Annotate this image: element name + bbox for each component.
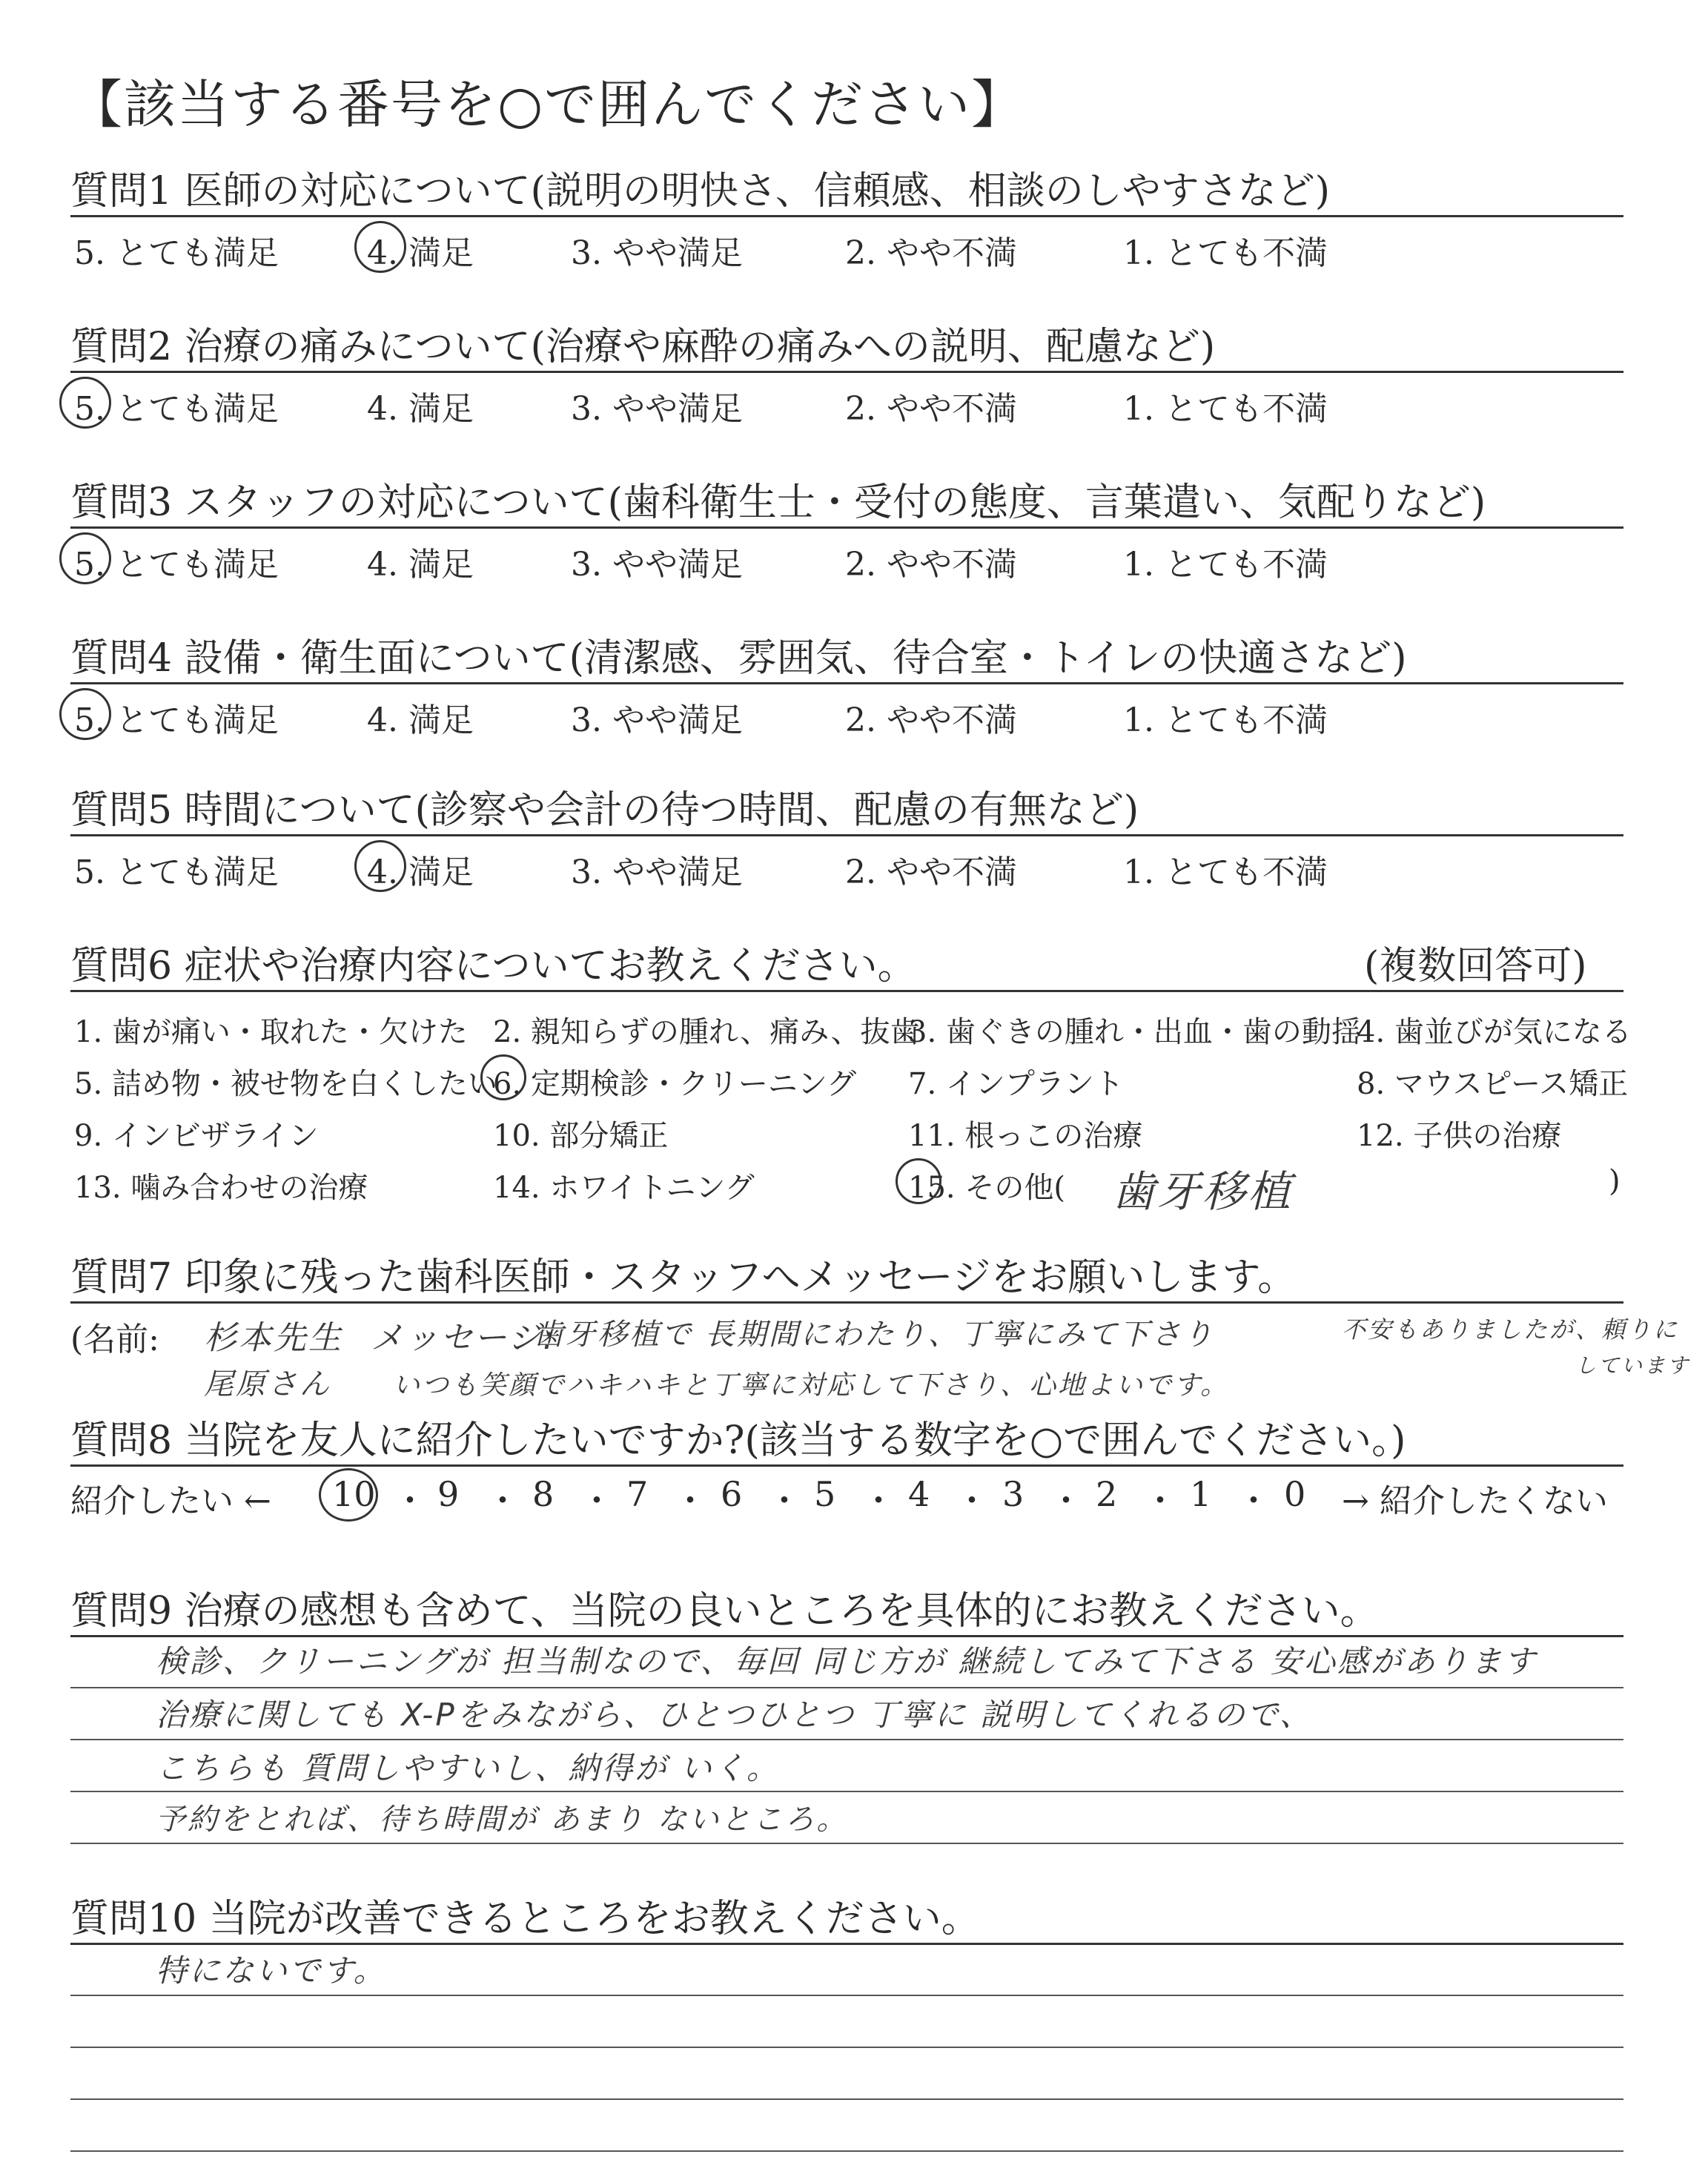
q5-option-4[interactable]: 4. 満足 [367, 853, 474, 891]
q2-option-2[interactable]: 2. やや不満 [845, 390, 1017, 428]
q1-title: 質問1 医師の対応について(説明の明快さ、信頼感、相談のしやすさなど) [70, 169, 1331, 214]
q9-title: 質問9 治療の感想も含めて、当院の良いところを具体的にお教えください。 [70, 1589, 1379, 1634]
q8-separator-dot: ・ [767, 1481, 801, 1521]
q8-separator-dot: ・ [861, 1481, 896, 1521]
q8-selection-circle [319, 1468, 378, 1522]
q1-option-1[interactable]: 1. とても不満 [1123, 234, 1328, 272]
q8-separator-dot: ・ [1237, 1481, 1271, 1521]
q6-option-3[interactable]: 3. 歯ぐきの腫れ・出血・歯の動揺 [908, 1015, 1361, 1049]
q6-option-12[interactable]: 12. 子供の治療 [1357, 1119, 1562, 1153]
q6-other-text: 歯牙移植 [1112, 1166, 1294, 1217]
q3-rule [70, 526, 1623, 529]
q4-option-3[interactable]: 3. やや満足 [571, 701, 743, 739]
q3-option-1[interactable]: 1. とても不満 [1123, 546, 1328, 584]
q8-scale-4[interactable]: 4 [908, 1474, 930, 1514]
q8-scale-6[interactable]: 6 [721, 1474, 743, 1514]
q7-rule [70, 1301, 1623, 1304]
q6-option-10[interactable]: 10. 部分矯正 [493, 1119, 669, 1153]
q8-scale-9[interactable]: 9 [437, 1474, 460, 1514]
q2-option-4[interactable]: 4. 満足 [367, 390, 474, 428]
q10-rule [70, 1943, 1623, 1945]
q9-answer-line-4: 予約をとれば、待ち時間が あまり ないところ。 [156, 1803, 849, 1837]
q10-answer-line-1: 特にないです。 [156, 1952, 387, 1989]
q8-scale-3[interactable]: 3 [1002, 1474, 1025, 1514]
q6-option-6[interactable]: 6. 定期検診・クリーニング [493, 1067, 857, 1101]
q1-rule [70, 215, 1623, 217]
q4-option-4[interactable]: 4. 満足 [367, 701, 474, 739]
q6-option-1[interactable]: 1. 歯が痛い・取れた・欠けた [74, 1015, 468, 1049]
q6-option-15[interactable]: 15. その他( [908, 1171, 1065, 1205]
q5-title: 質問5 時間について(診察や会計の待つ時間、配慮の有無など) [70, 788, 1139, 833]
q10-title: 質問10 当院が改善できるところをお教えください。 [70, 1897, 980, 1941]
q8-rule [70, 1464, 1623, 1467]
q7-message-1-extra: 不安もありましたが、頼りに [1342, 1315, 1680, 1344]
q7-message-label: メッセージ: [371, 1319, 557, 1357]
q7-message-1-extra2: しています [1575, 1353, 1691, 1378]
q1-option-5[interactable]: 5. とても満足 [74, 234, 279, 272]
q6-option-7[interactable]: 7. インプラント [908, 1067, 1124, 1101]
q4-option-2[interactable]: 2. やや不満 [845, 701, 1017, 739]
q5-option-2[interactable]: 2. やや不満 [845, 853, 1017, 891]
q8-separator-dot: ・ [1143, 1481, 1177, 1521]
q7-name-2: 尾原さん [204, 1367, 331, 1401]
q6-title: 質問6 症状や治療内容についてお教えください。 [70, 944, 916, 988]
q8-scale-5[interactable]: 5 [814, 1474, 836, 1514]
q9-answer-line-1: 検診、クリーニングが 担当制なので、毎回 同じ方が 継続してみて下さる 安心感があります [156, 1643, 1537, 1680]
q10-answer-rule [70, 2150, 1623, 2152]
q8-separator-dot: ・ [955, 1481, 989, 1521]
q8-separator-dot: ・ [393, 1481, 427, 1521]
q6-option-2[interactable]: 2. 親知らずの腫れ、痛み、抜歯 [493, 1015, 920, 1049]
q5-option-5[interactable]: 5. とても満足 [74, 853, 279, 891]
q6-option-5[interactable]: 5. 詰め物・被せ物を白くしたい [74, 1067, 497, 1101]
q8-scale-2[interactable]: 2 [1096, 1474, 1118, 1514]
q4-selection-circle [59, 688, 111, 740]
q10-answer-rule [70, 2098, 1623, 2100]
q3-option-4[interactable]: 4. 満足 [367, 546, 474, 584]
q6-other-close-paren: ) [1609, 1164, 1621, 1198]
q1-option-2[interactable]: 2. やや不満 [845, 234, 1017, 272]
q9-answer-rule [70, 1791, 1623, 1792]
q3-option-5[interactable]: 5. とても満足 [74, 546, 279, 584]
q9-answer-line-2: 治療に関しても X-Pをみながら、ひとつひとつ 丁寧に 説明してくれるので、 [156, 1697, 1313, 1733]
q4-option-1[interactable]: 1. とても不満 [1123, 701, 1328, 739]
q9-answer-rule [70, 1739, 1623, 1740]
q6-option-11[interactable]: 11. 根っこの治療 [908, 1119, 1143, 1153]
q5-rule [70, 834, 1623, 836]
q4-option-5[interactable]: 5. とても満足 [74, 701, 279, 739]
q6-option-8[interactable]: 8. マウスピース矯正 [1357, 1067, 1629, 1101]
page-heading: 【該当する番号を○で囲んでください】 [70, 74, 1025, 135]
q8-title: 質問8 当院を友人に紹介したいですか?(該当する数字を○で囲んでください。) [70, 1418, 1406, 1463]
q8-scale-1[interactable]: 1 [1190, 1474, 1212, 1514]
q6-selection-circle-6 [480, 1054, 526, 1100]
q8-right-label: → 紹介したくない [1342, 1482, 1608, 1520]
q6-note: (複数回答可) [1364, 944, 1587, 988]
q7-message-1: 歯牙移植で 長期間にわたり、丁寧にみて下さり [534, 1318, 1215, 1352]
q8-separator-dot: ・ [673, 1481, 707, 1521]
q8-separator-dot: ・ [1049, 1481, 1083, 1521]
q7-title: 質問7 印象に残った歯科医師・スタッフへメッセージをお願いします。 [70, 1255, 1297, 1300]
q8-separator-dot: ・ [486, 1481, 520, 1521]
q3-option-3[interactable]: 3. やや満足 [571, 546, 743, 584]
q5-option-1[interactable]: 1. とても不満 [1123, 853, 1328, 891]
q5-selection-circle [354, 840, 406, 892]
q4-title: 質問4 設備・衛生面について(清潔感、雰囲気、待合室・トイレの快適さなど) [70, 636, 1407, 681]
q3-option-2[interactable]: 2. やや不満 [845, 546, 1017, 584]
q8-scale-8[interactable]: 8 [532, 1474, 555, 1514]
q7-name-label: (名前: [70, 1321, 159, 1358]
q1-option-4[interactable]: 4. 満足 [367, 234, 474, 272]
q6-option-14[interactable]: 14. ホワイトニング [493, 1171, 755, 1205]
q9-answer-line-3: こちらも 質問しやすいし、納得が いく。 [156, 1750, 780, 1786]
q2-title: 質問2 治療の痛みについて(治療や麻酔の痛みへの説明、配慮など) [70, 325, 1216, 369]
q2-selection-circle [59, 377, 111, 429]
q10-answer-rule [70, 1995, 1623, 1996]
q8-scale-0[interactable]: 0 [1284, 1474, 1306, 1514]
q7-message-2: いつも笑顔でハキハキと丁寧に対応して下さり、心地よいです。 [393, 1370, 1230, 1401]
q9-answer-rule [70, 1843, 1623, 1844]
q1-selection-circle [354, 221, 406, 273]
q8-scale-7[interactable]: 7 [626, 1474, 649, 1514]
q8-separator-dot: ・ [580, 1481, 614, 1521]
q4-rule [70, 682, 1623, 684]
q3-title: 質問3 スタッフの対応について(歯科衛生士・受付の態度、言葉遣い、気配りなど) [70, 480, 1486, 525]
q6-rule [70, 990, 1623, 992]
q8-left-label: 紹介したい ← [70, 1482, 271, 1520]
q6-selection-circle-15 [896, 1158, 941, 1204]
q10-answer-rule [70, 2047, 1623, 2048]
q6-option-13[interactable]: 13. 噛み合わせの治療 [74, 1171, 368, 1205]
q2-rule [70, 371, 1623, 373]
q2-option-1[interactable]: 1. とても不満 [1123, 390, 1328, 428]
q1-option-3[interactable]: 3. やや満足 [571, 234, 743, 272]
q2-option-3[interactable]: 3. やや満足 [571, 390, 743, 428]
q7-name-1: 杉本先生 [204, 1319, 343, 1357]
q5-option-3[interactable]: 3. やや満足 [571, 853, 743, 891]
q3-selection-circle [59, 532, 111, 584]
q9-answer-rule [70, 1687, 1623, 1688]
q6-option-9[interactable]: 9. インビザライン [74, 1119, 319, 1153]
q6-option-4[interactable]: 4. 歯並びが気になる [1357, 1015, 1632, 1049]
q2-option-5[interactable]: 5. とても満足 [74, 390, 279, 428]
q8-scale-10[interactable]: 10 [332, 1474, 376, 1514]
